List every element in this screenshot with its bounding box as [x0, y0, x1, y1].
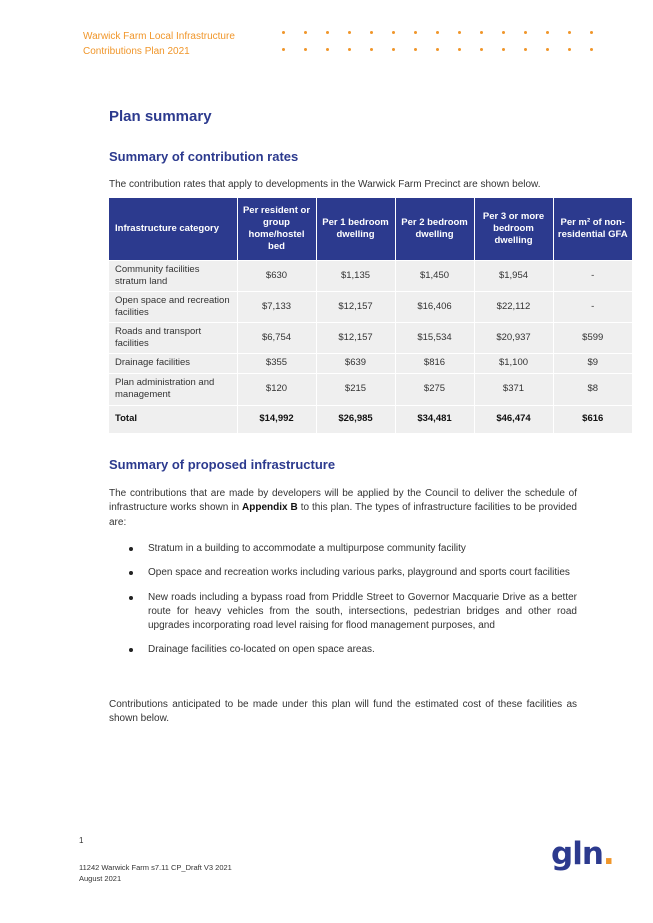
list-item-text: Stratum in a building to accommodate a multipurpose community facility [148, 543, 466, 554]
decorative-dot [590, 31, 593, 34]
footer [79, 863, 232, 884]
table-cell: $12,157 [316, 322, 395, 353]
appendix-reference: Appendix B [242, 502, 298, 514]
bullet-icon [129, 547, 133, 551]
table-cell: $355 [237, 353, 316, 373]
intro-text: to this plan. The types of infrastructure facilities to be provided are: [109, 502, 577, 528]
contribution-rates-table [109, 198, 632, 433]
list-item-text: New roads including a bypass road from Priddle Street to Governor Macquarie Drive as a better route for heavy vehicles from the south, intersections, pedestrian bridges and other road upgrades incorporating road level raising for flood management purposes, and [148, 591, 577, 632]
decorative-dot [568, 48, 571, 51]
logo-dot: . [602, 836, 614, 872]
table-cell: Plan administration and management [109, 373, 237, 405]
decorative-dot [480, 31, 483, 34]
table-row [109, 373, 632, 405]
table-header-cell: Per 2 bedroom dwelling [395, 198, 474, 260]
decorative-dot [282, 48, 285, 51]
bullet-icon [129, 571, 133, 575]
table-cell: $215 [316, 373, 395, 405]
bullet-icon [129, 596, 133, 600]
list-item-text: Drainage facilities co-located on open space areas. [148, 644, 375, 656]
gln-logo [551, 836, 614, 872]
decorative-dot [436, 48, 439, 51]
table-cell: - [553, 260, 632, 291]
decorative-dot [282, 31, 285, 34]
table-header-cell: Infrastructure category [109, 198, 237, 260]
decorative-dot [304, 48, 307, 51]
table-cell: $16,406 [395, 291, 474, 322]
decorative-dot [436, 31, 439, 34]
table-cell: $816 [395, 353, 474, 373]
table-total-row [109, 405, 632, 433]
table-header-cell: Per 1 bedroom dwelling [316, 198, 395, 260]
rates-heading: Summary of contribution rates [109, 149, 299, 164]
table-cell: $1,100 [474, 353, 553, 373]
decorative-dot [370, 31, 373, 34]
table-cell: $1,954 [474, 260, 553, 291]
table-cell: $371 [474, 373, 553, 405]
table-cell: $120 [237, 373, 316, 405]
table-row [109, 260, 632, 291]
list-item [109, 542, 577, 556]
infrastructure-heading: Summary of proposed infrastructure [109, 457, 336, 472]
table-cell: Drainage facilities [109, 353, 237, 373]
table-cell: Community facilities stratum land [109, 260, 237, 291]
table-cell: $22,112 [474, 291, 553, 322]
intro-text: The contributions that are made by developers will be applied by the Council to deliver the schedule of infrastructure works shown in [109, 488, 577, 514]
decorative-dot [568, 31, 571, 34]
table-cell: $6,754 [237, 322, 316, 353]
decorative-dot [524, 48, 527, 51]
table-cell: $9 [553, 353, 632, 373]
table-cell: $46,474 [474, 405, 553, 433]
section-title: Plan summary [109, 108, 212, 125]
decorative-dot [304, 31, 307, 34]
table-cell: $616 [553, 405, 632, 433]
decorative-dot [370, 48, 373, 51]
decorative-dot [546, 31, 549, 34]
table-cell: $630 [237, 260, 316, 291]
table-cell: Open space and recreation facilities [109, 291, 237, 322]
list-item [109, 591, 577, 634]
table-cell: Roads and transport facilities [109, 322, 237, 353]
table-cell: Total [109, 405, 237, 433]
table-row [109, 291, 632, 322]
document-date: August 2021 [79, 873, 122, 883]
table-cell: $275 [395, 373, 474, 405]
table-header-cell: Per resident or group home/hostel bed [237, 198, 316, 260]
table-cell: - [553, 291, 632, 322]
decorative-dot [524, 31, 527, 34]
table-cell: $599 [553, 322, 632, 353]
decorative-dot [348, 48, 351, 51]
list-item [109, 566, 577, 580]
table-cell: $14,992 [237, 405, 316, 433]
infrastructure-intro [109, 487, 577, 530]
decorative-dot [392, 48, 395, 51]
header-title-line2: Contributions Plan 2021 [83, 45, 190, 57]
table-header-row [109, 198, 632, 260]
table-row [109, 353, 632, 373]
table-cell: $639 [316, 353, 395, 373]
header-title-line1: Warwick Farm Local Infrastructure [83, 31, 235, 42]
bullet-icon [129, 648, 133, 652]
page-number: 1 [79, 836, 84, 845]
header-title [83, 30, 283, 59]
decorative-dot [458, 31, 461, 34]
table-cell: $1,135 [316, 260, 395, 291]
document-reference: 11242 Warwick Farm s7.11 CP_Draft V3 2021 [79, 863, 232, 872]
closing-paragraph: Contributions anticipated to be made under this plan will fund the estimated cost of these facilities as shown below. [109, 699, 577, 725]
decorative-dot [326, 48, 329, 51]
decorative-dot [590, 48, 593, 51]
table-cell: $12,157 [316, 291, 395, 322]
decorative-dot [392, 31, 395, 34]
decorative-dot-pattern [279, 27, 609, 57]
decorative-dot [348, 31, 351, 34]
decorative-dot [480, 48, 483, 51]
infrastructure-list [109, 542, 577, 668]
list-item-text: Open space and recreation works including various parks, playground and sports court facilities [148, 567, 570, 579]
table-cell: $8 [553, 373, 632, 405]
decorative-dot [326, 31, 329, 34]
list-item [109, 643, 577, 657]
table-cell: $1,450 [395, 260, 474, 291]
table-cell: $20,937 [474, 322, 553, 353]
logo-text: gln [551, 836, 603, 872]
rates-intro: The contribution rates that apply to developments in the Warwick Farm Precinct are shown below. [109, 179, 541, 190]
decorative-dot [502, 48, 505, 51]
table-header-cell: Per m² of non-residential GFA [553, 198, 632, 260]
decorative-dot [414, 48, 417, 51]
decorative-dot [414, 31, 417, 34]
decorative-dot [546, 48, 549, 51]
table-cell: $7,133 [237, 291, 316, 322]
table-row [109, 322, 632, 353]
table-cell: $26,985 [316, 405, 395, 433]
table-header-cell: Per 3 or more bedroom dwelling [474, 198, 553, 260]
decorative-dot [458, 48, 461, 51]
table-cell: $34,481 [395, 405, 474, 433]
decorative-dot [502, 31, 505, 34]
table-cell: $15,534 [395, 322, 474, 353]
